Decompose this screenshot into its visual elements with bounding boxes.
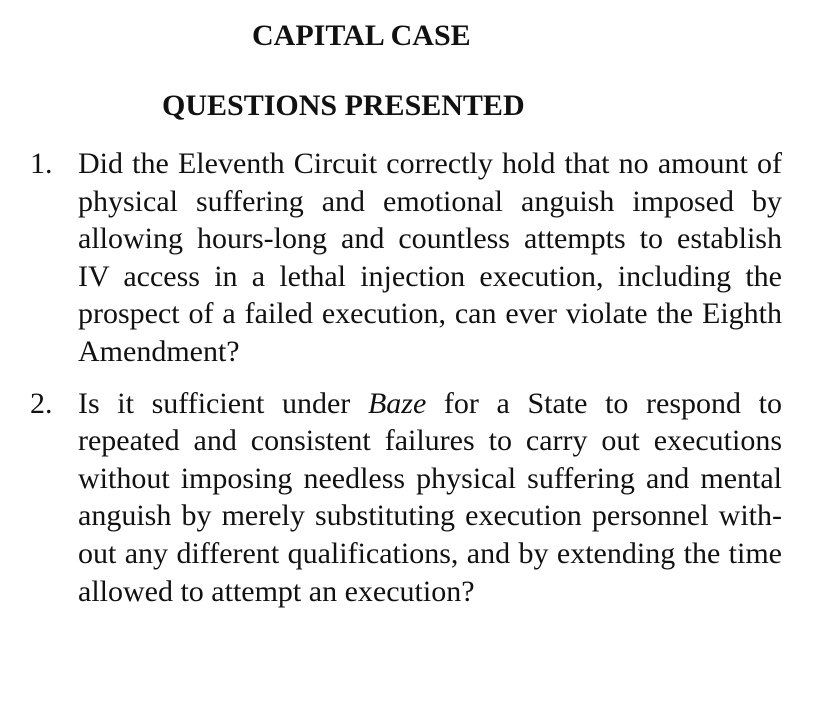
question-number: 1.: [30, 147, 53, 180]
case-label: CAPITAL CASE: [252, 19, 471, 52]
question-text-after: for a State to respond to repeated and consistent failures to carry out executions without imposing needless physical suffering and mental anguish by merely substituting execution personnel without any different qualifications, and by extending the time allowed to attempt an execution?: [78, 386, 783, 608]
case-name-italic: Baze: [367, 386, 427, 420]
questions-list: [30, 145, 782, 610]
question-text-before: Is it sufficient under: [78, 386, 368, 420]
question-item: [30, 145, 782, 371]
question-item: [30, 385, 782, 611]
question-number: 2.: [30, 386, 53, 420]
question-text: [78, 385, 782, 611]
question-text: Did the Eleventh Circuit correctly hold that no amount of physical suffering and emotional anguish imposed by allowing hours-long and countless attempts to establish IV access in a lethal injection execution, including the prospect of a failed execution, can ever violate the Eighth Amendment?: [78, 147, 782, 368]
section-title: QUESTIONS PRESENTED: [162, 89, 525, 122]
